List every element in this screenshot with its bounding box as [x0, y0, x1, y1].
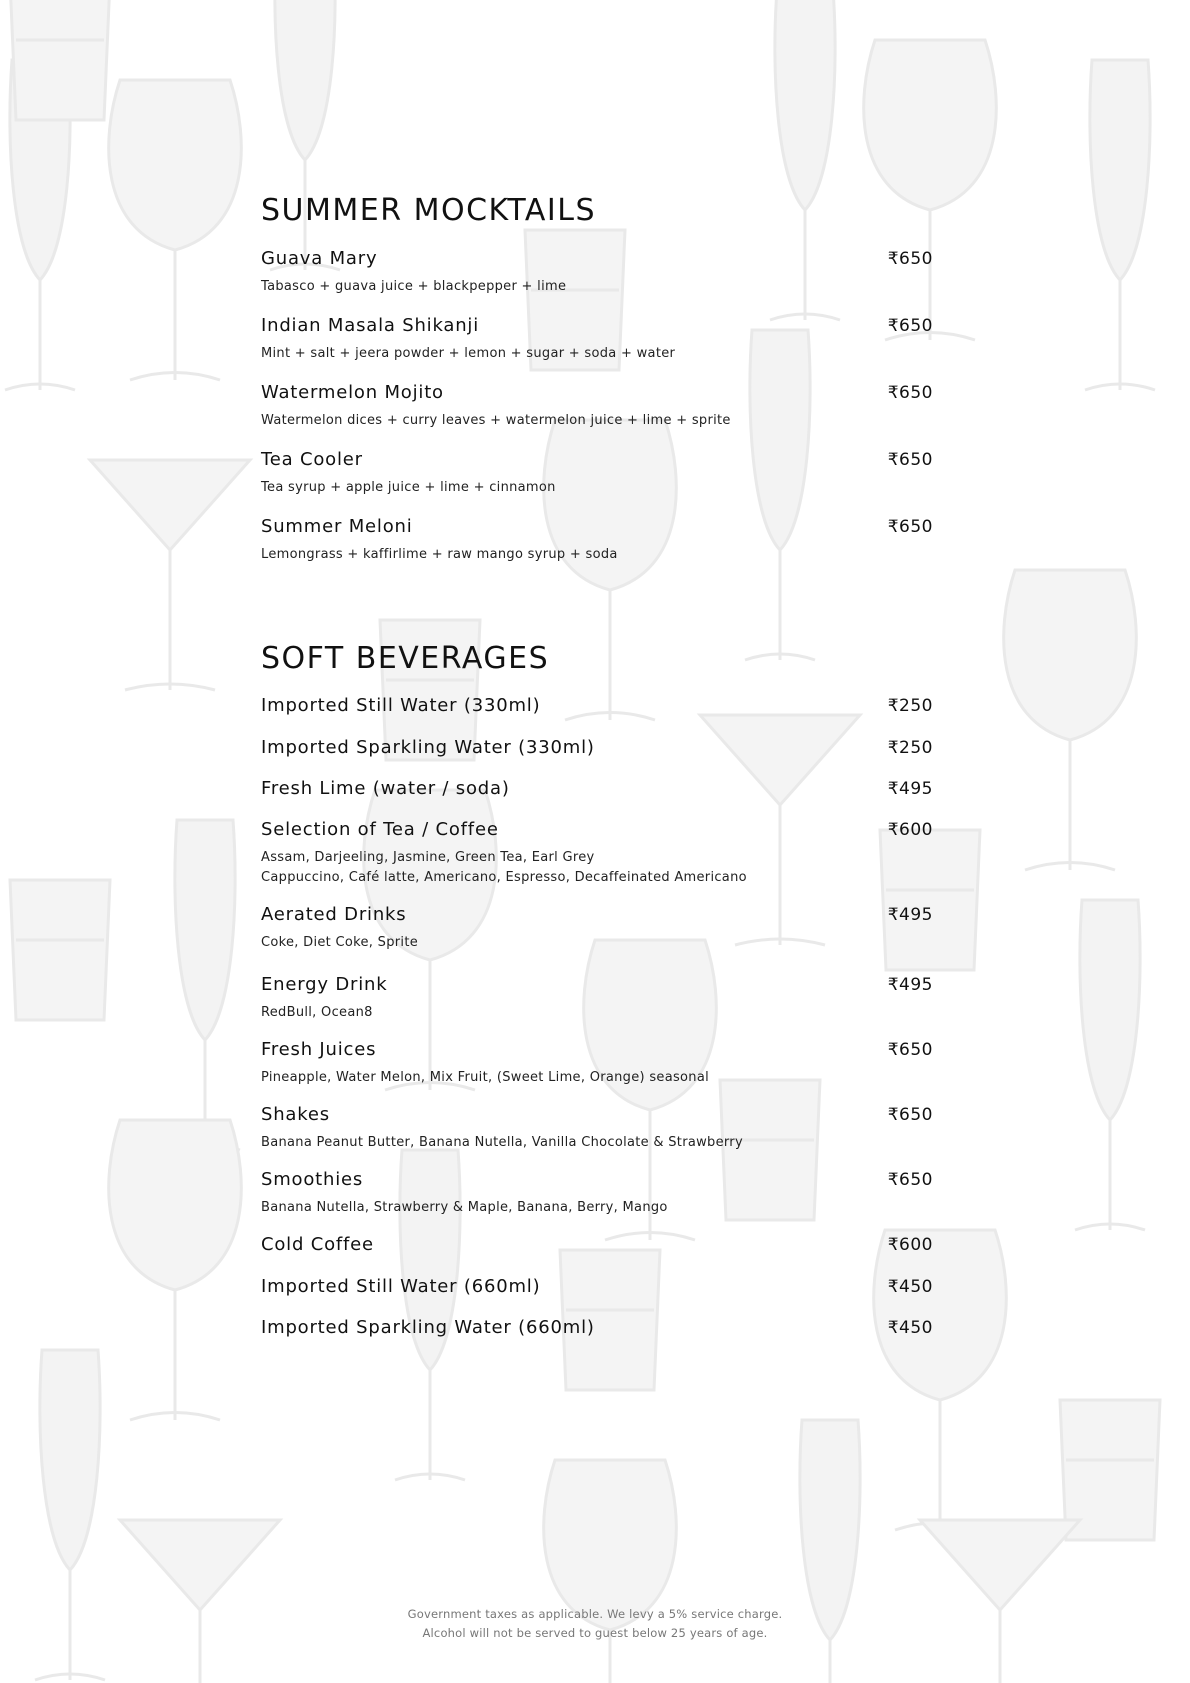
- item-description: Pineapple, Water Melon, Mix Fruit, (Sweet Lime, Orange) seasonal: [261, 1070, 710, 1085]
- item-price: ₹600: [887, 820, 933, 840]
- item-price: ₹650: [887, 1040, 933, 1060]
- menu-item: [261, 1169, 933, 1218]
- item-name: Imported Still Water (330ml): [261, 695, 541, 716]
- item-price: ₹650: [887, 316, 933, 336]
- menu-item: [261, 315, 933, 364]
- section-title-summer-mocktails: SUMMER MOCKTAILS: [261, 193, 597, 228]
- item-description: Mint + salt + jeera powder + lemon + sugar + soda + water: [261, 346, 676, 361]
- item-description-line: Cappuccino, Café latte, Americano, Espresso, Decaffeinated Americano: [261, 870, 747, 885]
- item-name: Shakes: [261, 1104, 330, 1125]
- item-name: Fresh Lime (water / soda): [261, 778, 510, 799]
- item-description: Tabasco + guava juice + blackpepper + lime: [261, 279, 567, 294]
- item-name: Selection of Tea / Coffee: [261, 819, 499, 840]
- item-description: Banana Peanut Butter, Banana Nutella, Vanilla Chocolate & Strawberry: [261, 1135, 743, 1150]
- item-name: Cold Coffee: [261, 1234, 374, 1255]
- item-price: ₹495: [887, 905, 933, 925]
- item-name: Imported Sparkling Water (330ml): [261, 737, 595, 758]
- footer-tax-note: Government taxes as applicable. We levy a 5% service charge.: [407, 1607, 783, 1621]
- item-description: Tea syrup + apple juice + lime + cinnamon: [261, 480, 556, 495]
- menu-item: [261, 382, 933, 431]
- item-price: ₹450: [887, 1277, 933, 1297]
- item-price: ₹650: [887, 517, 933, 537]
- footer-alcohol-note: Alcohol will not be served to guest below 25 years of age.: [422, 1626, 768, 1640]
- item-name: Imported Still Water (660ml): [261, 1276, 541, 1297]
- item-description: Watermelon dices + curry leaves + watermelon juice + lime + sprite: [261, 413, 731, 428]
- menu-item: [261, 695, 933, 716]
- item-price: ₹650: [887, 450, 933, 470]
- menu-item: [261, 248, 933, 297]
- item-name: Watermelon Mojito: [261, 382, 444, 403]
- menu-item: [261, 819, 933, 888]
- item-price: ₹250: [887, 738, 933, 758]
- section-title-soft-beverages: SOFT BEVERAGES: [261, 641, 550, 676]
- menu-item: [261, 1104, 933, 1153]
- item-name: Tea Cooler: [261, 449, 363, 470]
- item-description: Banana Nutella, Strawberry & Maple, Banana, Berry, Mango: [261, 1200, 668, 1215]
- item-price: ₹495: [887, 779, 933, 799]
- item-name: Fresh Juices: [261, 1039, 377, 1060]
- item-name: Aerated Drinks: [261, 904, 407, 925]
- item-name: Indian Masala Shikanji: [261, 315, 480, 336]
- menu-item: [261, 1234, 933, 1255]
- item-description: Coke, Diet Coke, Sprite: [261, 935, 419, 950]
- menu-item: [261, 1039, 933, 1088]
- item-price: ₹650: [887, 249, 933, 269]
- item-description-line: Assam, Darjeeling, Jasmine, Green Tea, Earl Grey: [261, 850, 595, 865]
- item-price: ₹650: [887, 1170, 933, 1190]
- item-name: Imported Sparkling Water (660ml): [261, 1317, 595, 1338]
- menu-item: [261, 974, 933, 1023]
- item-name: Smoothies: [261, 1169, 364, 1190]
- item-price: ₹450: [887, 1318, 933, 1338]
- item-price: ₹600: [887, 1235, 933, 1255]
- item-name: Guava Mary: [261, 248, 378, 269]
- item-description: RedBull, Ocean8: [261, 1005, 373, 1020]
- menu-item: [261, 449, 933, 498]
- menu-item: [261, 778, 933, 799]
- item-price: ₹250: [887, 696, 933, 716]
- item-price: ₹650: [887, 383, 933, 403]
- menu-item: [261, 1317, 933, 1338]
- item-price: ₹650: [887, 1105, 933, 1125]
- item-description: [261, 848, 933, 888]
- menu-item: [261, 737, 933, 758]
- footer-notice: [0, 1605, 1190, 1643]
- item-description: Lemongrass + kaffirlime + raw mango syrup + soda: [261, 547, 618, 562]
- item-name: Energy Drink: [261, 974, 388, 995]
- menu-item: [261, 516, 933, 565]
- item-name: Summer Meloni: [261, 516, 413, 537]
- item-price: ₹495: [887, 975, 933, 995]
- menu-item: [261, 1276, 933, 1297]
- menu-item: [261, 904, 933, 953]
